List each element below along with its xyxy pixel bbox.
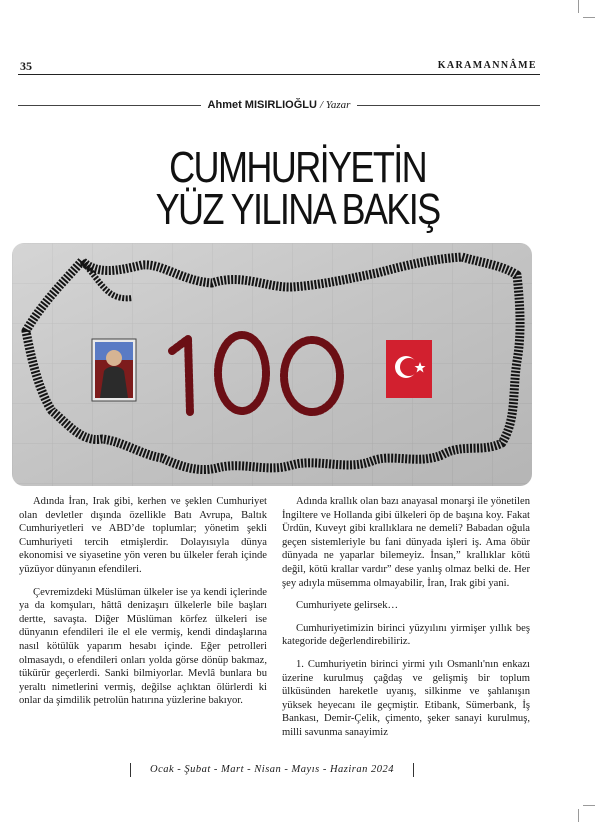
paragraph: Cumhuriyete gelirsek… xyxy=(296,600,399,612)
paragraph: Çevremizdeki Müslüman ülkeler ise ya kendi içlerinde ya da komşuları, hâttâ denizaşırı ülkelerle bile başları dertte, savaşta. Diğer Müslüman körfez ülkeleri ise dünyanın efendileri ile el ele vermiş, kendi dindaşlarına nasıl kötülük yaparım hesabı içinde. Eğer petrolleri olmasaydı, o efendileri onları yolda görse dönüp bakmaz, tükürür geçerlerdi. Sanki bilmiyorlar. Mevlâ bunlara bu yeraltı nimetlerini vermiş, değilse açlıktan ölürlerdi ki onlar da şimdilik petrolün hatırına yüzlerine bakıyor. xyxy=(19,586,267,707)
paragraph: Cumhuriyetimizin birinci yüzyılını yirmişer yıllık beş kategoride değerlendirebiliriz. xyxy=(282,622,530,648)
issue-date-footer: Ocak - Şubat - Mart - Nisan - Mayıs - Haziran 2024 xyxy=(130,763,414,777)
crop-mark xyxy=(578,0,579,13)
right-column xyxy=(282,495,530,749)
crop-mark xyxy=(583,17,595,18)
header-rule xyxy=(18,74,540,75)
magazine-name: KARAMANNÂME xyxy=(437,60,537,71)
author-role: / Yazar xyxy=(319,99,351,111)
byline-rule-right xyxy=(357,105,540,106)
article-title-line-2: YÜZ YILINA BAKIŞ xyxy=(155,185,440,234)
crowd-map-illustration xyxy=(12,243,532,486)
page-number: 35 xyxy=(20,59,32,73)
byline-rule-left xyxy=(18,105,201,106)
article-photo xyxy=(12,243,532,486)
turkish-flag-icon xyxy=(386,340,432,398)
paragraph: Adında krallık olan bazı anayasal monarşi ile yönetilen İngiltere ve Hollanda gibi ülkeleri öp de başına koy. Fakat Ürdün, Kuveyt gibi krallıklara ne demeli? Babadan oğula geçen sistemleriyle bu fani dünyada işleri iş. Ama öbür dünyada ne yaparlar bilemeyiz. İnsan,” krallıklar kötü değil, kötü krallar vardır” dese yanlış olmaz belki de. Her şey adıyla müsemma olmayabilir, İran, Irak gibi yani. xyxy=(282,496,530,589)
author-name: Ahmet MISIRLIOĞLU xyxy=(207,99,317,111)
paragraph: 1. Cumhuriyetin birinci yirmi yılı Osmanlı'nın enkazı üzerine kurulmuş çağdaş ve gelişmiş bir toplum ülküsünden hareketle uyanış, silkinme ve şahlanışın yüksek heyecanı ile geçmiştir. Etibank, Sümerbank, İş Bankası, Demir-Çelik, çimento, şeker sanayi kurulmuş, milli savunma sanayimiz xyxy=(282,658,530,738)
byline-text xyxy=(201,99,358,111)
article-title-line-1: CUMHURİYETİN xyxy=(169,143,427,192)
author-byline xyxy=(18,97,540,113)
paragraph: Adında İran, Irak gibi, kerhen ve şeklen Cumhuriyet olan devletler dışında özellikle Batı Avrupa, Baltık Cumhuriyetleri ve ABD’de toplumlar; yönetim şekli Cumhuriyeti tercih etmişlerdir. Dolayısıyla dünya ekonomisi ve siyasetine yön veren bu ülkeler ferah içinde yüzüyor dünyanın efendileri. xyxy=(19,496,267,575)
crop-mark xyxy=(578,809,579,822)
crop-mark xyxy=(583,805,595,806)
left-column xyxy=(19,495,267,717)
portrait-poster xyxy=(92,339,136,401)
